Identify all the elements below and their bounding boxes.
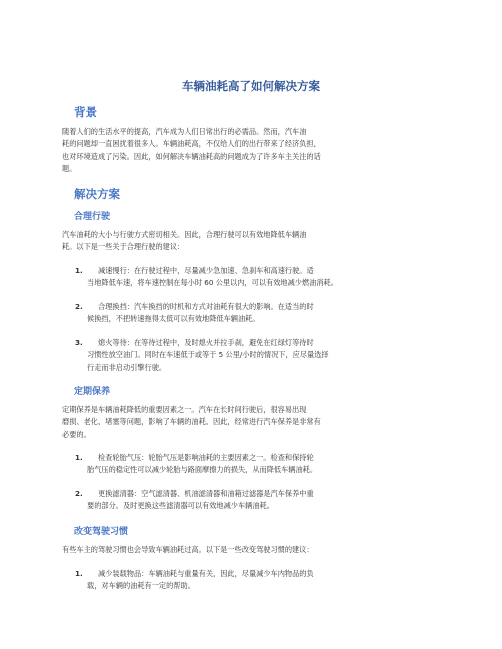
paragraph-driving-intro: [62, 229, 440, 254]
item-number: 1.: [75, 453, 83, 462]
paragraph-background: [62, 126, 440, 176]
text-line: 汽车油耗的大小与行驶方式密切相关。因此，合理行驶可以有效地降低车辆油: [62, 230, 307, 239]
item-text: 候换挡，不把转速拖得太低可以有效地降低车辆油耗。: [87, 314, 260, 324]
text-line: 也对环境造成了污染。因此，如何解决车辆油耗高的问题成为了许多车主关注的话: [62, 151, 321, 161]
item-text: 减少装载物品：车辆油耗与重量有关，因此，尽量减少车内物品的负: [98, 569, 314, 578]
text-line: 耗的问题却一直困扰着很多人。车辆油耗高，不仅给人们的出行带来了经济负担，: [62, 139, 321, 149]
item-text: 行走而非启动引擎行驶。: [87, 362, 167, 372]
item-number: 1.: [75, 569, 83, 578]
paragraph-maintenance-intro: [62, 404, 440, 441]
heading-background: 背景: [74, 105, 97, 119]
heading-maintenance: 定期保养: [74, 387, 111, 397]
item-number: 1.: [75, 266, 83, 275]
item-text: 要的部分。及时更换这些滤清器可以有效地减少车辆油耗。: [87, 501, 274, 511]
heading-driving: 合理行驶: [74, 212, 111, 222]
document-title: 车辆油耗高了如何解决方案: [182, 79, 320, 93]
item-text: 习惯性放空油门。同时在车速低于或等于 5 公里/小时的情况下，应尽量选择: [87, 350, 329, 360]
paragraph-habits-intro: [62, 544, 440, 556]
item-text: 熄火等待：在等待过程中，及时熄火并拉手刹，避免在红绿灯等待时: [98, 338, 314, 347]
heading-habits: 改变驾驶习惯: [74, 527, 129, 537]
item-text: 载，对车辆的油耗有一定的帮助。: [87, 581, 195, 591]
text-line: 有些车主的驾驶习惯也会导致车辆油耗过高。以下是一些改变驾驶习惯的建议：: [62, 545, 314, 554]
text-line: 耗。以下是一些关于合理行驶的建议：: [62, 242, 185, 252]
item-text: 合理换挡：汽车换挡的时机和方式对油耗有很大的影响。在适当的时: [98, 302, 314, 311]
list-item: [75, 452, 440, 477]
list-item: [75, 265, 440, 290]
text-line: 必要的。: [62, 429, 91, 439]
text-line: 磨损、老化、堵塞等问题，影响了车辆的油耗。因此，经常进行汽车保养是非常有: [62, 417, 321, 427]
item-number: 2.: [75, 489, 83, 498]
item-text: 检查轮胎气压：轮胎气压是影响油耗的主要因素之一。检查和保持轮: [98, 453, 314, 462]
heading-solutions: 解决方案: [74, 187, 120, 201]
text-line: 题。: [62, 164, 77, 174]
list-item: [75, 301, 440, 326]
list-item: [75, 337, 440, 374]
list-item: [75, 488, 440, 513]
item-text: 减速慢行：在行驶过程中，尽量减少急加速、急刹车和高速行驶。适: [98, 266, 314, 275]
item-text: 当地降低车速，将车速控制在每小时 60 公里以内，可以有效地减少燃油消耗。: [87, 278, 338, 288]
item-number: 3.: [75, 338, 83, 347]
item-text: 更换滤清器：空气滤清器、机油滤清器和油箱过滤器是汽车保养中重: [98, 489, 314, 498]
list-item: [75, 568, 440, 593]
text-line: 随着人们的生活水平的提高，汽车成为人们日常出行的必需品。然而，汽车油: [62, 127, 307, 136]
item-text: 胎气压的稳定性可以减少轮胎与路面摩擦力的损失，从而降低车辆油耗。: [87, 465, 318, 475]
item-number: 2.: [75, 302, 83, 311]
text-line: 定期保养是车辆油耗降低的重要因素之一。汽车在长时间行驶后，很容易出现: [62, 405, 307, 414]
